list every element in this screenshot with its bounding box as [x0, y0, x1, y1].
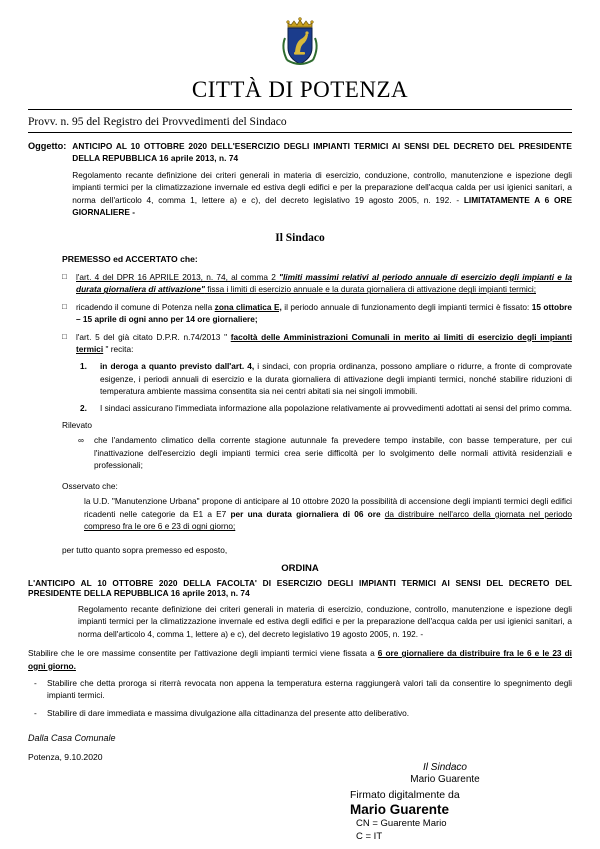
- osservato-bold: per una durata giornaliera di 06 ore: [230, 508, 385, 519]
- numbered-item-2: [62, 402, 572, 414]
- body-indent-block: [28, 254, 572, 555]
- numbered-item-1: [62, 360, 572, 397]
- rilevato-label: Rilevato: [62, 420, 92, 431]
- numbered-marker-2: 2.: [80, 402, 87, 413]
- square-bullet-icon: □: [62, 301, 67, 311]
- oggetto-body: [72, 140, 572, 219]
- osservato-text: [62, 495, 572, 532]
- dash-item-2: [28, 707, 572, 719]
- bullet2-post: il periodo annuale di funzionamento degli impianti termici è fissato:: [281, 301, 532, 312]
- rilevato-item: [62, 434, 572, 471]
- divider-second: [28, 132, 572, 133]
- oggetto-paragraph: [72, 169, 572, 219]
- digital-signature-cn: CN = Guarente Mario: [356, 818, 447, 830]
- ordina-heading: ORDINA: [281, 562, 319, 574]
- bullet3-post: " recita:: [103, 343, 134, 354]
- dash-bullet-icon: -: [34, 707, 37, 718]
- square-bullet-icon: □: [62, 271, 67, 281]
- bullet2-pre: ricadendo il comune di Potenza nella: [76, 301, 215, 312]
- oggetto-label: Oggetto:: [28, 141, 67, 151]
- bullet-text-1: [76, 271, 572, 296]
- stabilire-ore-massime: [28, 647, 572, 672]
- dash-text-2: Stabilire di dare immediata e massima divulgazione alla cittadinanza del presente atto deliberativo.: [47, 707, 410, 718]
- oggetto-regulation-text: Regolamento recante definizione dei criteri generali in materia di esercizio, conduzione, controllo, manutenzione e ispezione degli impianti termici per la climatizzazione invernale ed estiva degli edifici e per la preparazione dell'acqua calda per usi igienici sanitari, a norma dell'articolo 4, comma 1, lettere a) e c), del decreto legislativo 19 agosto 2005, n. 192. -: [72, 170, 572, 205]
- numbered1-body: i sindaci, con propria ordinanza, possono ampliare o ridurre, a fronte di comprovate esigenze, i periodi annuali di esercizio e la durata giornaliera di attivazione degli impianti termici, nonché stabilire riduzioni di temperatura ambiente massima consentita sia nei centri abitati sia nei singoli immobili.: [100, 361, 572, 397]
- bullet-text-3: [76, 331, 572, 356]
- signature-block: [320, 762, 570, 843]
- infinity-bullet-icon: ∞: [78, 435, 84, 446]
- stabilire-underline: 6 ore giornaliere da distribuire fra le 6 e le 23 di ogni giorno.: [28, 648, 572, 671]
- osservato-label: Osservato che:: [62, 481, 118, 492]
- premesso-bullet-list: [62, 271, 572, 356]
- ordina-regulation-text: Regolamento recante definizione dei criteri generali in materia di esercizio, conduzione, controllo, manutenzione e ispezione degli impianti termici per la climatizzazione invernale ed estiva degli edifici e per la preparazione dell'acqua calda per usi igienici sanitari, a norma dell'articolo 4, comma 1, lettere a) e c), del decreto legislativo 19 agosto 2005, n. 192. -: [78, 603, 572, 639]
- dash-item-1: [28, 677, 572, 702]
- list-item: [62, 331, 572, 356]
- dash-bullet-icon: -: [34, 677, 37, 688]
- page-title: CITTÀ DI POTENZA: [191, 77, 409, 102]
- osservato-pre: la U.D. "Manutenzione Urbana" propone di anticipare al 10 ottobre 2020 la possibilità di accensione degli impianti termici degli edifici ricadenti nelle categorie da E1 a E7: [84, 496, 572, 519]
- numbered1-lead: in deroga a quanto previsto dall'art. 4,: [100, 361, 255, 372]
- per-tutto-text: per tutto quanto sopra premesso ed esposto,: [62, 544, 228, 555]
- oggetto-section: [28, 140, 572, 219]
- numbered-text-2: I sindaci assicurano l'immediata informazione alla popolazione relativamente ai provvedimenti adottati ai sensi del primo comma.: [100, 402, 572, 413]
- city-crest-icon: [277, 14, 323, 70]
- premesso-label: PREMESSO ed ACCERTATO che:: [62, 253, 198, 264]
- ordina-subject: L'ANTICIPO AL 10 OTTOBRE 2020 DELLA FACOLTA' DI ESERCIZIO DEGLI IMPIANTI TERMICI AI SENSI DEL DECRETO DEL PRESIDENTE DELLA REPUBBLICA 16 aprile 2013, n. 74: [28, 577, 572, 598]
- rilevato-text: che l'andamento climatico della corrente stagione autunnale fa prevedere tempo instabile, con basse temperature, per cui l'inattivazione dell'esercizio degli impianti termici crea serie difficoltà per lo svolgimento delle normali attività residenziali e professionali;: [94, 435, 572, 471]
- oggetto-heading: ANTICIPO AL 10 OTTOBRE 2020 DELL'ESERCIZIO DEGLI IMPIANTI TERMICI AI SENSI DEL DECRETO DEL PRESIDENTE DELLA REPUBBLICA 16 aprile 2013, n. 74: [72, 141, 572, 164]
- list-item: [62, 301, 572, 326]
- list-item: [62, 271, 572, 296]
- oggetto-limit-text: LIMITATAMENTE A 6 ORE GIORNALIERE -: [72, 194, 572, 218]
- crest-container: [28, 14, 572, 75]
- square-bullet-icon: □: [62, 331, 67, 341]
- divider-top: [28, 109, 572, 110]
- provvedimento-line: Provv. n. 95 del Registro dei Provvedimenti del Sindaco: [28, 116, 287, 128]
- bullet3-pre: l'art. 5 del già citato D.P.R. n.74/2013 ": [76, 331, 231, 342]
- il-sindaco-heading: Il Sindaco: [275, 231, 325, 244]
- bullet1-pre: l'art. 4 del DPR 16 APRILE 2013, n. 74, al comma 2: [76, 271, 280, 282]
- stabilire-pre: Stabilire che le ore massime consentite per l'attivazione degli impianti termici viene fissata a: [28, 648, 378, 659]
- numbered-marker-1: 1.: [80, 361, 87, 372]
- numbered-text-1: [100, 360, 572, 397]
- signature-name: Mario Guarente: [410, 774, 480, 785]
- osservato-underline: da distribuire nell'arco della giornata nel periodo compreso fra le ore 6 e 23 di ogni giorno;: [84, 508, 572, 532]
- dalla-casa-comunale: Dalla Casa Comunale: [28, 733, 116, 744]
- digital-signature-country: C = IT: [356, 830, 383, 842]
- bullet1-quote: "limiti massimi relativi al periodo annuale di esercizio degli impianti e la durata giornaliera di attivazione": [76, 271, 573, 295]
- digital-signature-name: Mario Guarente: [350, 802, 450, 818]
- digital-signature-label: Firmato digitalmente da: [350, 789, 460, 801]
- bullet2-period: 15 ottobre – 15 aprile di ogni anno per 14 ore giornaliere;: [76, 301, 572, 325]
- dash-text-1: Stabilire che detta proroga si riterrà revocata non appena la temperatura esterna raggiungerà valori tali da consentire lo spegnimento degli impianti termici.: [47, 677, 572, 701]
- bullet1-post: fissa i limiti di esercizio annuale e la durata giornaliera di attivazione degli impianti termici;: [204, 284, 537, 295]
- bullet2-zone: zona climatica E,: [214, 301, 282, 312]
- signature-role: Il Sindaco: [423, 762, 467, 773]
- bullet3-quote: facoltà delle Amministrazioni Comunali in merito ai limiti di esercizio degli impianti termici: [76, 331, 572, 354]
- place-and-date: Potenza, 9.10.2020: [28, 752, 103, 763]
- bullet-text-2: [76, 301, 572, 326]
